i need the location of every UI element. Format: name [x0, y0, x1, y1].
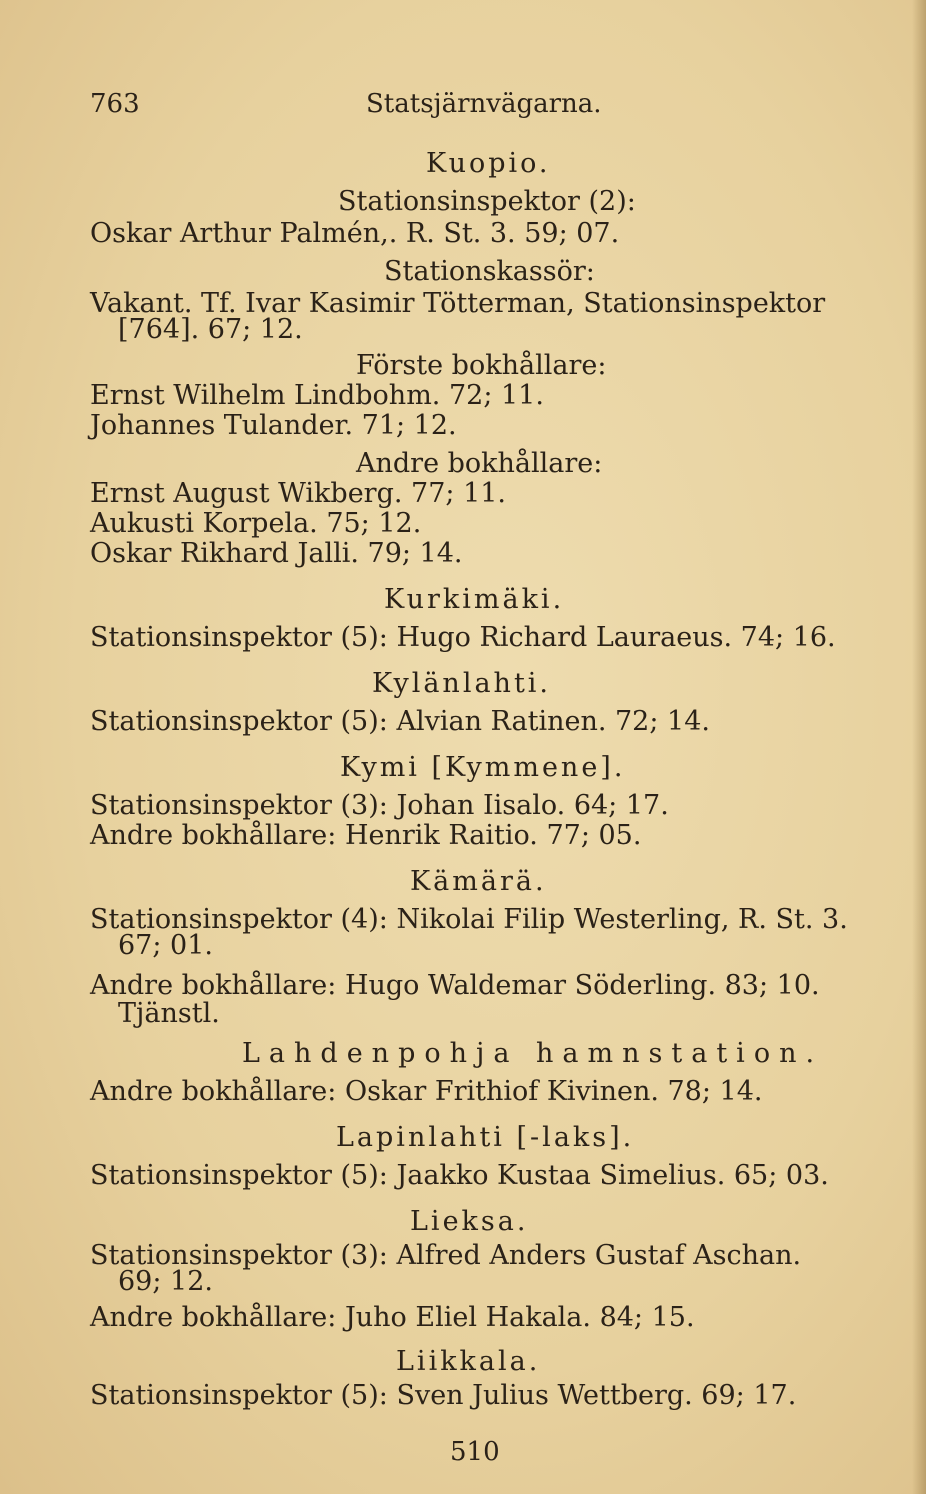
entry-line: Johannes Tulander. 71; 12. [90, 410, 457, 441]
station-heading-kurkimaki: Kurkimäki. [384, 584, 565, 615]
role-heading: Förste bokhållare: [356, 350, 607, 381]
signature-mark: 510 [450, 1437, 500, 1467]
role-heading: Stationsinspektor (2): [338, 186, 636, 217]
page-number: 763 [90, 89, 140, 119]
entry-continuation: [764]. 67; 12. [118, 314, 303, 345]
entry-continuation: Tjänstl. [118, 998, 220, 1029]
entry-line: Stationsinspektor (3): Alfred Anders Gustaf Aschan. [90, 1240, 802, 1271]
station-heading-liikkala: Liikkala. [396, 1346, 541, 1377]
role-heading: Andre bokhållare: [356, 448, 603, 479]
station-heading-kylanlahti: Kylänlahti. [372, 668, 552, 699]
entry-line: Ernst August Wikberg. 77; 11. [90, 478, 507, 509]
entry-line: Stationsinspektor (5): Jaakko Kustaa Simelius. 65; 03. [90, 1160, 829, 1191]
entry-line: Ernst Wilhelm Lindbohm. 72; 11. [90, 380, 544, 411]
station-heading-lieksa: Lieksa. [410, 1206, 529, 1237]
entry-line: Andre bokhållare: Henrik Raitio. 77; 05. [90, 820, 642, 851]
station-heading-kymi: Kymi [Kymmene]. [340, 752, 626, 783]
station-heading-kuopio: Kuopio. [426, 148, 551, 179]
entry-line: Andre bokhållare: Juho Eliel Hakala. 84; 15. [90, 1302, 695, 1333]
entry-continuation: 69; 12. [118, 1266, 213, 1297]
entry-line: Vakant. Tf. Ivar Kasimir Tötterman, Stationsinspektor [90, 288, 826, 319]
entry-line: Stationsinspektor (3): Johan Iisalo. 64; 17. [90, 790, 669, 821]
running-title: Statsjärnvägarna. [366, 89, 602, 119]
entry-line: Stationsinspektor (5): Sven Julius Wettberg. 69; 17. [90, 1380, 797, 1411]
entry-line: Oskar Arthur Palmén,. R. St. 3. 59; 07. [90, 218, 620, 249]
entry-line: Andre bokhållare: Hugo Waldemar Söderling. 83; 10. [90, 970, 820, 1001]
station-heading-lapinlahti: Lapinlahti [-laks]. [336, 1122, 635, 1153]
entry-continuation: 67; 01. [118, 930, 213, 961]
entry-line: Aukusti Korpela. 75; 12. [90, 508, 422, 539]
station-heading-lahdenpohja: Lahdenpohja hamnstation. [242, 1038, 824, 1069]
page-edge-shadow [912, 0, 926, 1494]
entry-line: Stationsinspektor (5): Hugo Richard Lauraeus. 74; 16. [90, 622, 836, 653]
station-heading-kamara: Kämärä. [410, 866, 547, 897]
entry-line: Oskar Rikhard Jalli. 79; 14. [90, 538, 463, 569]
entry-line: Stationsinspektor (4): Nikolai Filip Westerling, R. St. 3. [90, 904, 848, 935]
entry-line: Andre bokhållare: Oskar Frithiof Kivinen. 78; 14. [90, 1076, 763, 1107]
entry-line: Stationsinspektor (5): Alvian Ratinen. 72; 14. [90, 706, 710, 737]
role-heading: Stationskassör: [384, 256, 595, 287]
